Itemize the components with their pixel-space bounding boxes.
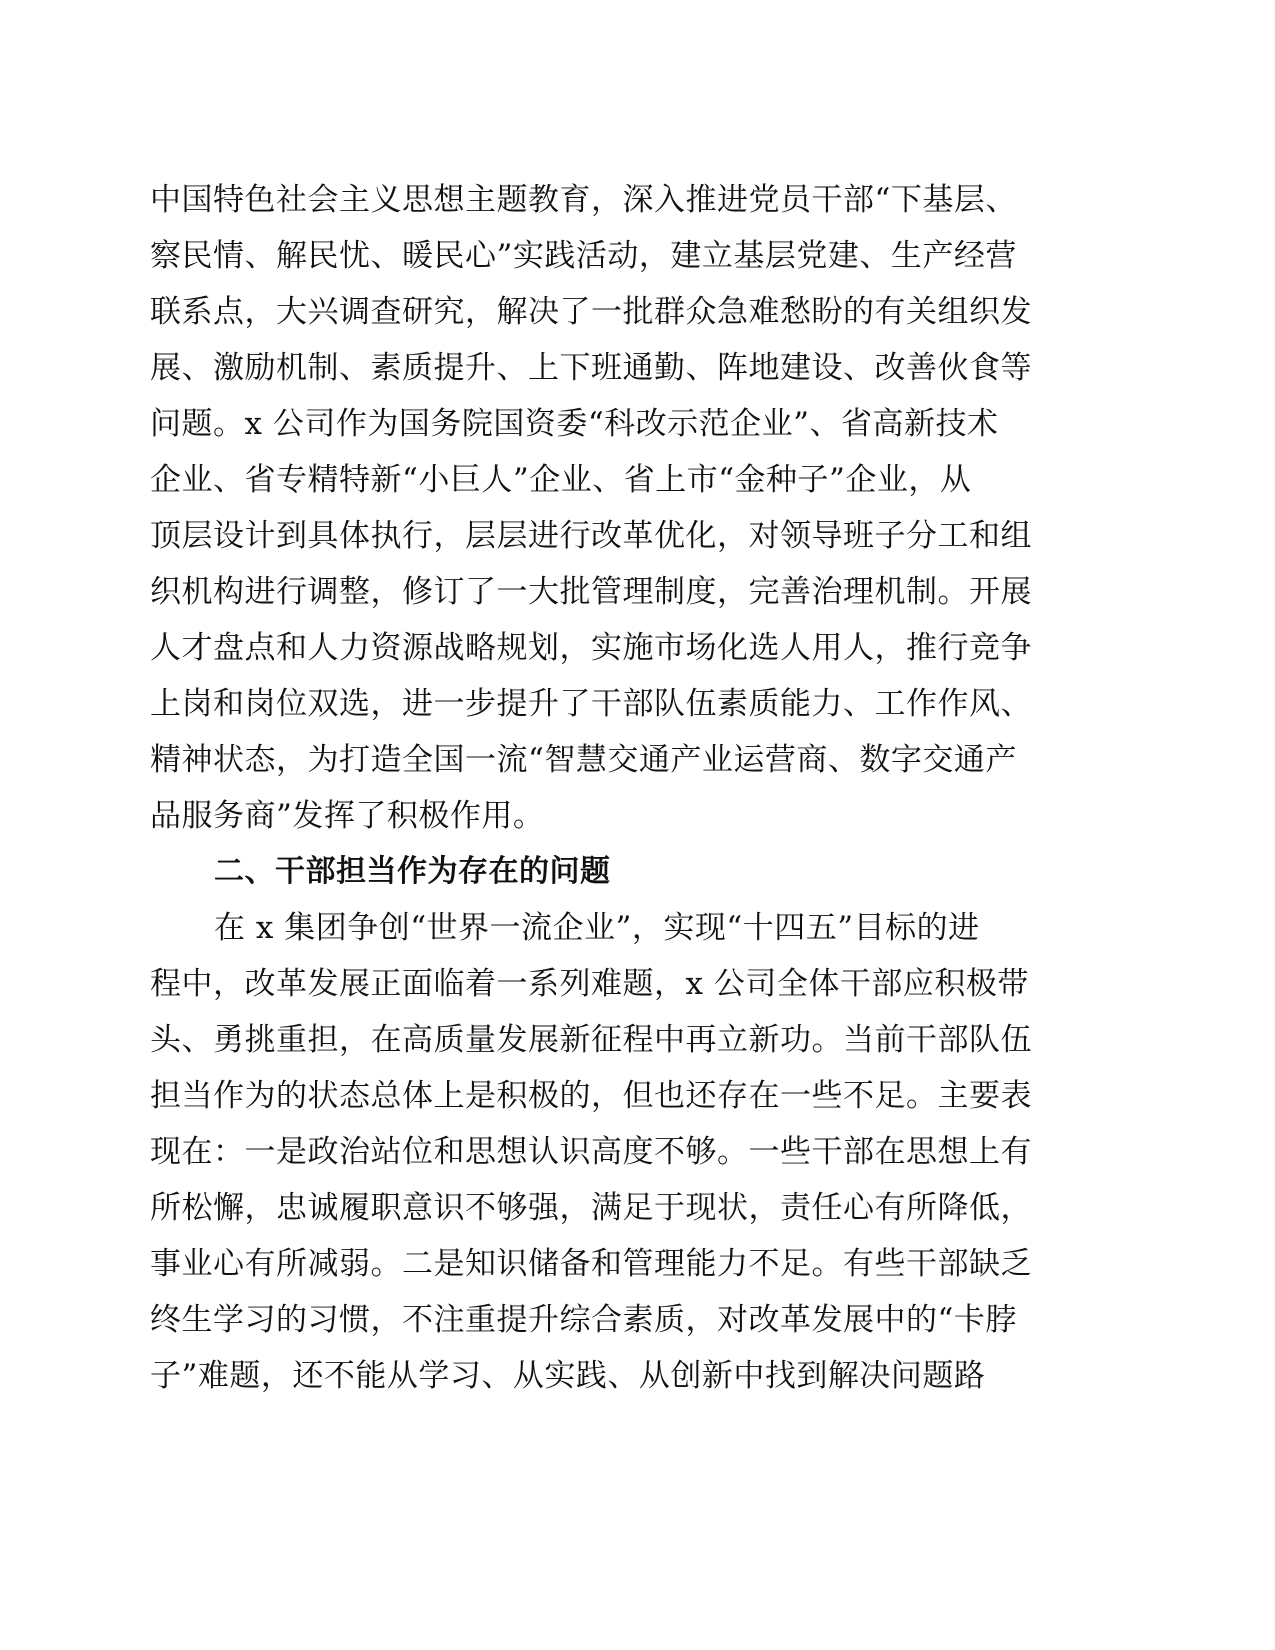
- text-line: 子”难题，还不能从学习、从实践、从创新中找到解决问题路: [150, 1358, 986, 1394]
- section-heading: 二、干部担当作为存在的问题: [214, 854, 611, 889]
- text-line: 品服务商”发挥了积极作用。: [150, 798, 545, 834]
- text-line: 企业、省专精特新“小巨人”企业、省上市“金种子”企业，从: [150, 462, 972, 498]
- text-line: 在 x 集团争创“世界一流企业”，实现“十四五”目标的进: [214, 910, 980, 946]
- text-line: 担当作为的状态总体上是积极的，但也还存在一些不足。主要表: [150, 1078, 1032, 1114]
- text-line: 上岗和岗位双选，进一步提升了干部队伍素质能力、工作作风、: [150, 686, 1032, 722]
- text-line: 察民情、解民忧、暖民心”实践活动，建立基层党建、生产经营: [150, 238, 1017, 274]
- text-line: 所松懈，忠诚履职意识不够强，满足于现状，责任心有所降低，: [150, 1190, 1032, 1226]
- text-line: 展、激励机制、素质提升、上下班通勤、阵地建设、改善伙食等: [150, 350, 1032, 386]
- text-line: 头、勇挑重担，在高质量发展新征程中再立新功。当前干部队伍: [150, 1022, 1032, 1058]
- text-line: 联系点，大兴调查研究，解决了一批群众急难愁盼的有关组织发: [150, 294, 1032, 330]
- text-line: 中国特色社会主义思想主题教育，深入推进党员干部“下基层、: [150, 182, 1017, 218]
- text-line: 问题。x 公司作为国务院国资委“科改示范企业”、省高新技术: [150, 406, 999, 442]
- text-line: 精神状态，为打造全国一流“智慧交通产业运营商、数字交通产: [150, 742, 1017, 778]
- text-line: 程中，改革发展正面临着一系列难题，x 公司全体干部应积极带: [150, 966, 1029, 1002]
- text-line: 终生学习的习惯，不注重提升综合素质，对改革发展中的“卡脖: [150, 1302, 1017, 1338]
- text-line: 事业心有所减弱。二是知识储备和管理能力不足。有些干部缺乏: [150, 1246, 1032, 1282]
- text-line: 人才盘点和人力资源战略规划，实施市场化选人用人，推行竞争: [150, 630, 1032, 666]
- text-line: 现在：一是政治站位和思想认识高度不够。一些干部在思想上有: [150, 1134, 1032, 1170]
- text-line: 顶层设计到具体执行，层层进行改革优化，对领导班子分工和组: [150, 518, 1032, 554]
- text-line: 织机构进行调整，修订了一大批管理制度，完善治理机制。开展: [150, 574, 1032, 610]
